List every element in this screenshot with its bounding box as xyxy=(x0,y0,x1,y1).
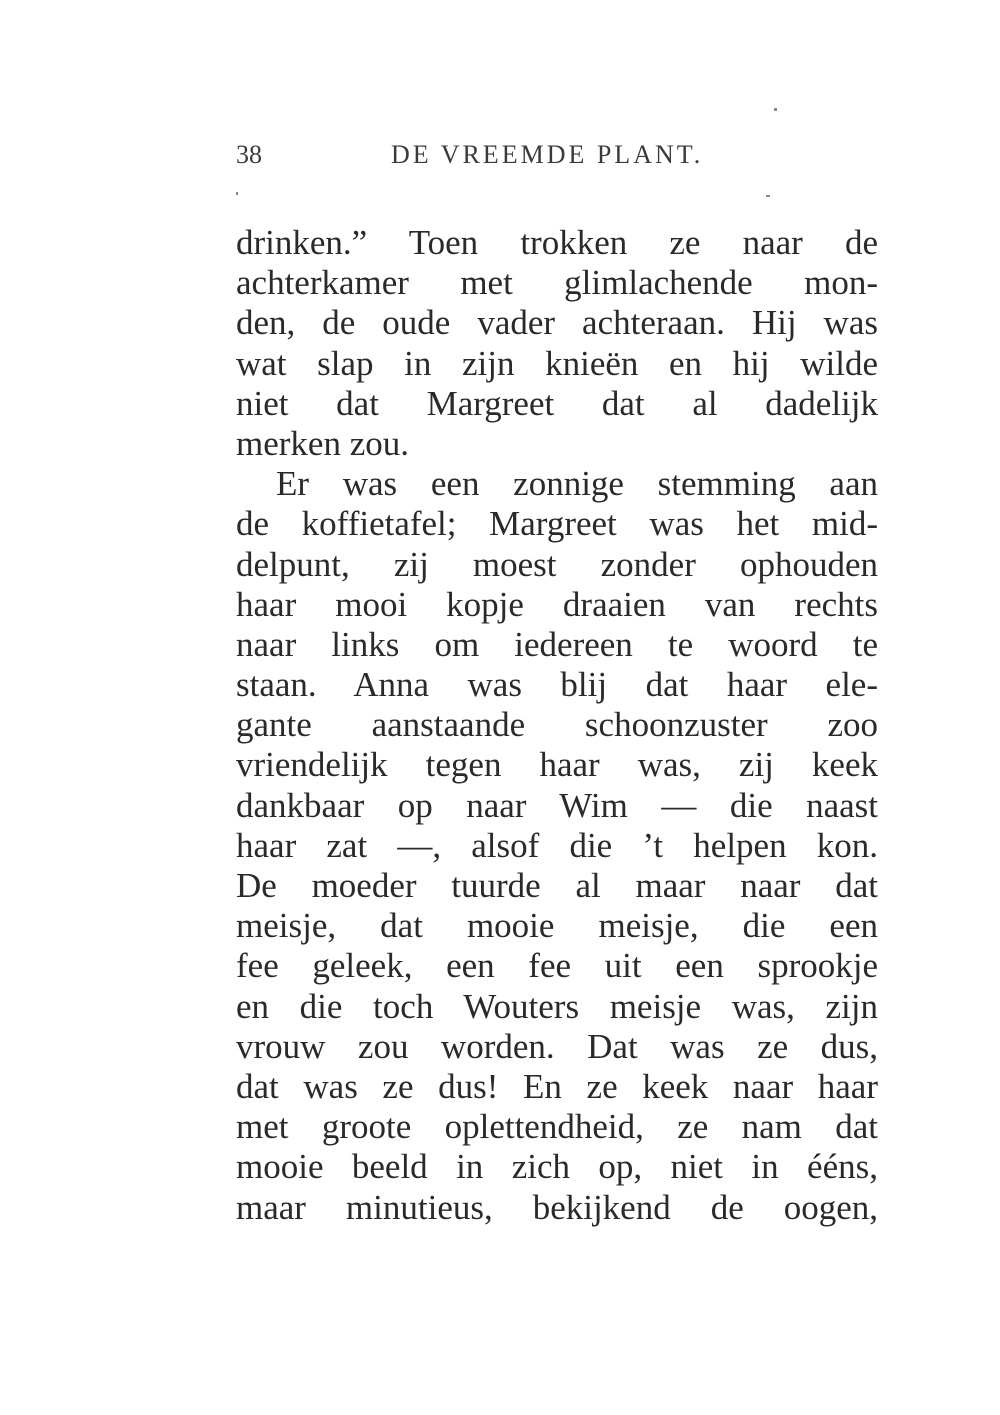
text-line: den, de oude vader achteraan. Hij was xyxy=(236,303,878,343)
text-line: Er was een zonnige stemming aan xyxy=(276,464,878,504)
scan-speck xyxy=(766,195,770,197)
body-text xyxy=(236,223,878,1228)
text-line: De moeder tuurde al maar naar dat xyxy=(236,866,878,905)
text-line: delpunt, zij moest zonder ophouden xyxy=(236,544,878,584)
text-line: dankbaar op naar Wim — die naast xyxy=(236,785,878,825)
text-line: naar links om iedereen te woord te xyxy=(236,624,878,664)
text-line: mooie beeld in zich op, niet in ééns, xyxy=(236,1147,878,1187)
running-title: DE VREEMDE PLANT. xyxy=(391,140,704,169)
text-line: vriendelijk tegen haar was, zij keek xyxy=(236,745,878,785)
text-line: staan. Anna was blij dat haar ele- xyxy=(236,665,878,705)
text-line: de koffietafel; Margreet was het mid- xyxy=(236,504,878,544)
text-line: dat was ze dus! En ze keek naar haar xyxy=(236,1066,878,1106)
text-line: en die toch Wouters meisje was, zijn xyxy=(236,986,878,1026)
text-line: fee geleek, een fee uit een sprookje xyxy=(236,946,878,986)
text-line: achterkamer met glimlachende mon- xyxy=(236,263,878,303)
text-line: met groote oplettendheid, ze nam dat xyxy=(236,1107,878,1147)
text-line: haar zat —, alsof die ’t helpen kon. xyxy=(236,825,878,865)
text-line: maar minutieus, bekijkend de oogen, xyxy=(236,1187,878,1227)
text-line: vrouw zou worden. Dat was ze dus, xyxy=(236,1026,878,1066)
text-line: drinken.” Toen trokken ze naar de xyxy=(236,223,878,262)
text-line: merken zou. xyxy=(236,423,409,463)
text-line: gante aanstaande schoonzuster zoo xyxy=(236,705,878,745)
text-line: wat slap in zijn knieën en hij wilde xyxy=(236,343,878,383)
page-number: 38 xyxy=(236,140,262,169)
running-head xyxy=(236,140,726,180)
text-line: niet dat Margreet dat al dadelijk xyxy=(236,383,878,423)
text-line: haar mooi kopje draaien van rechts xyxy=(236,584,878,624)
scan-speck xyxy=(236,192,238,195)
scan-speck xyxy=(774,108,777,111)
text-line: meisje, dat mooie meisje, die een xyxy=(236,906,878,946)
